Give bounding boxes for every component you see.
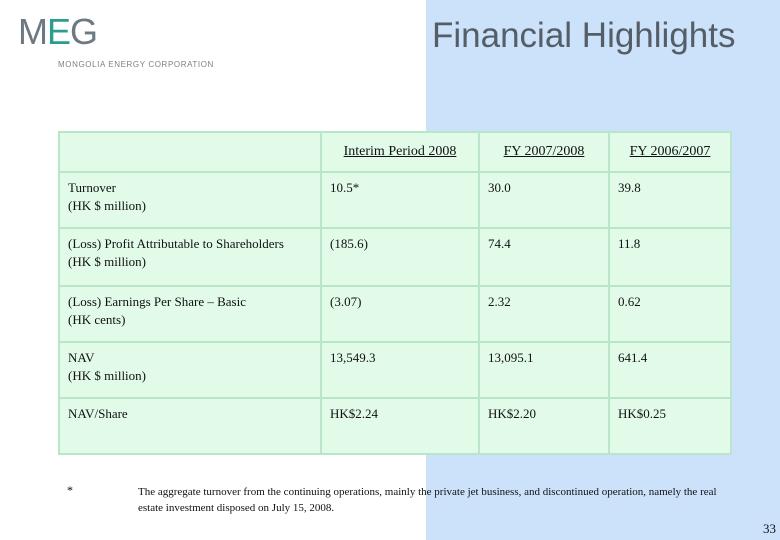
table-cell: (3.07) [321,286,479,342]
logo-mark: MEG [18,11,98,52]
header-cell: FY 2006/2007 [609,132,731,172]
table-row [59,286,731,342]
footnote-mark: * [67,483,73,497]
table-cell: (185.6) [321,228,479,286]
footnote-text: The aggregate turnover from the continuing operations, mainly the private jet business, and discontinued operation, namely the real estate investment disposed on July 15, 2008. [138,486,717,514]
row-label: (Loss) Profit Attributable to Shareholders (HK $ million) [59,228,321,286]
table-cell: 39.8 [609,172,731,228]
table-row [59,398,731,454]
page-number: 33 [763,521,776,536]
table-cell: 10.5* [321,172,479,228]
table-row [59,172,731,228]
table-cell: 13,549.3 [321,342,479,398]
table-cell: 641.4 [609,342,731,398]
slide-title: Financial Highlights [432,16,736,55]
header-cell: FY 2007/2008 [479,132,609,172]
logo-tagline: MONGOLIA ENERGY CORPORATION [58,60,214,69]
table-header-row [59,132,731,172]
header-cell [59,132,321,172]
table-cell: HK$2.24 [321,398,479,454]
table-cell: 11.8 [609,228,731,286]
table-row [59,228,731,286]
table-cell: HK$2.20 [479,398,609,454]
row-label: NAV/Share [59,398,321,454]
row-label: (Loss) Earnings Per Share – Basic (HK cents) [59,286,321,342]
row-label: NAV (HK $ million) [59,342,321,398]
table-cell: 74.4 [479,228,609,286]
table-cell: 30.0 [479,172,609,228]
table-cell: 2.32 [479,286,609,342]
table-cell: 0.62 [609,286,731,342]
table-cell: 13,095.1 [479,342,609,398]
table-cell: HK$0.25 [609,398,731,454]
row-label: Turnover (HK $ million) [59,172,321,228]
header-cell: Interim Period 2008 [321,132,479,172]
financial-table [58,131,732,455]
company-logo [18,11,214,69]
table-row [59,342,731,398]
